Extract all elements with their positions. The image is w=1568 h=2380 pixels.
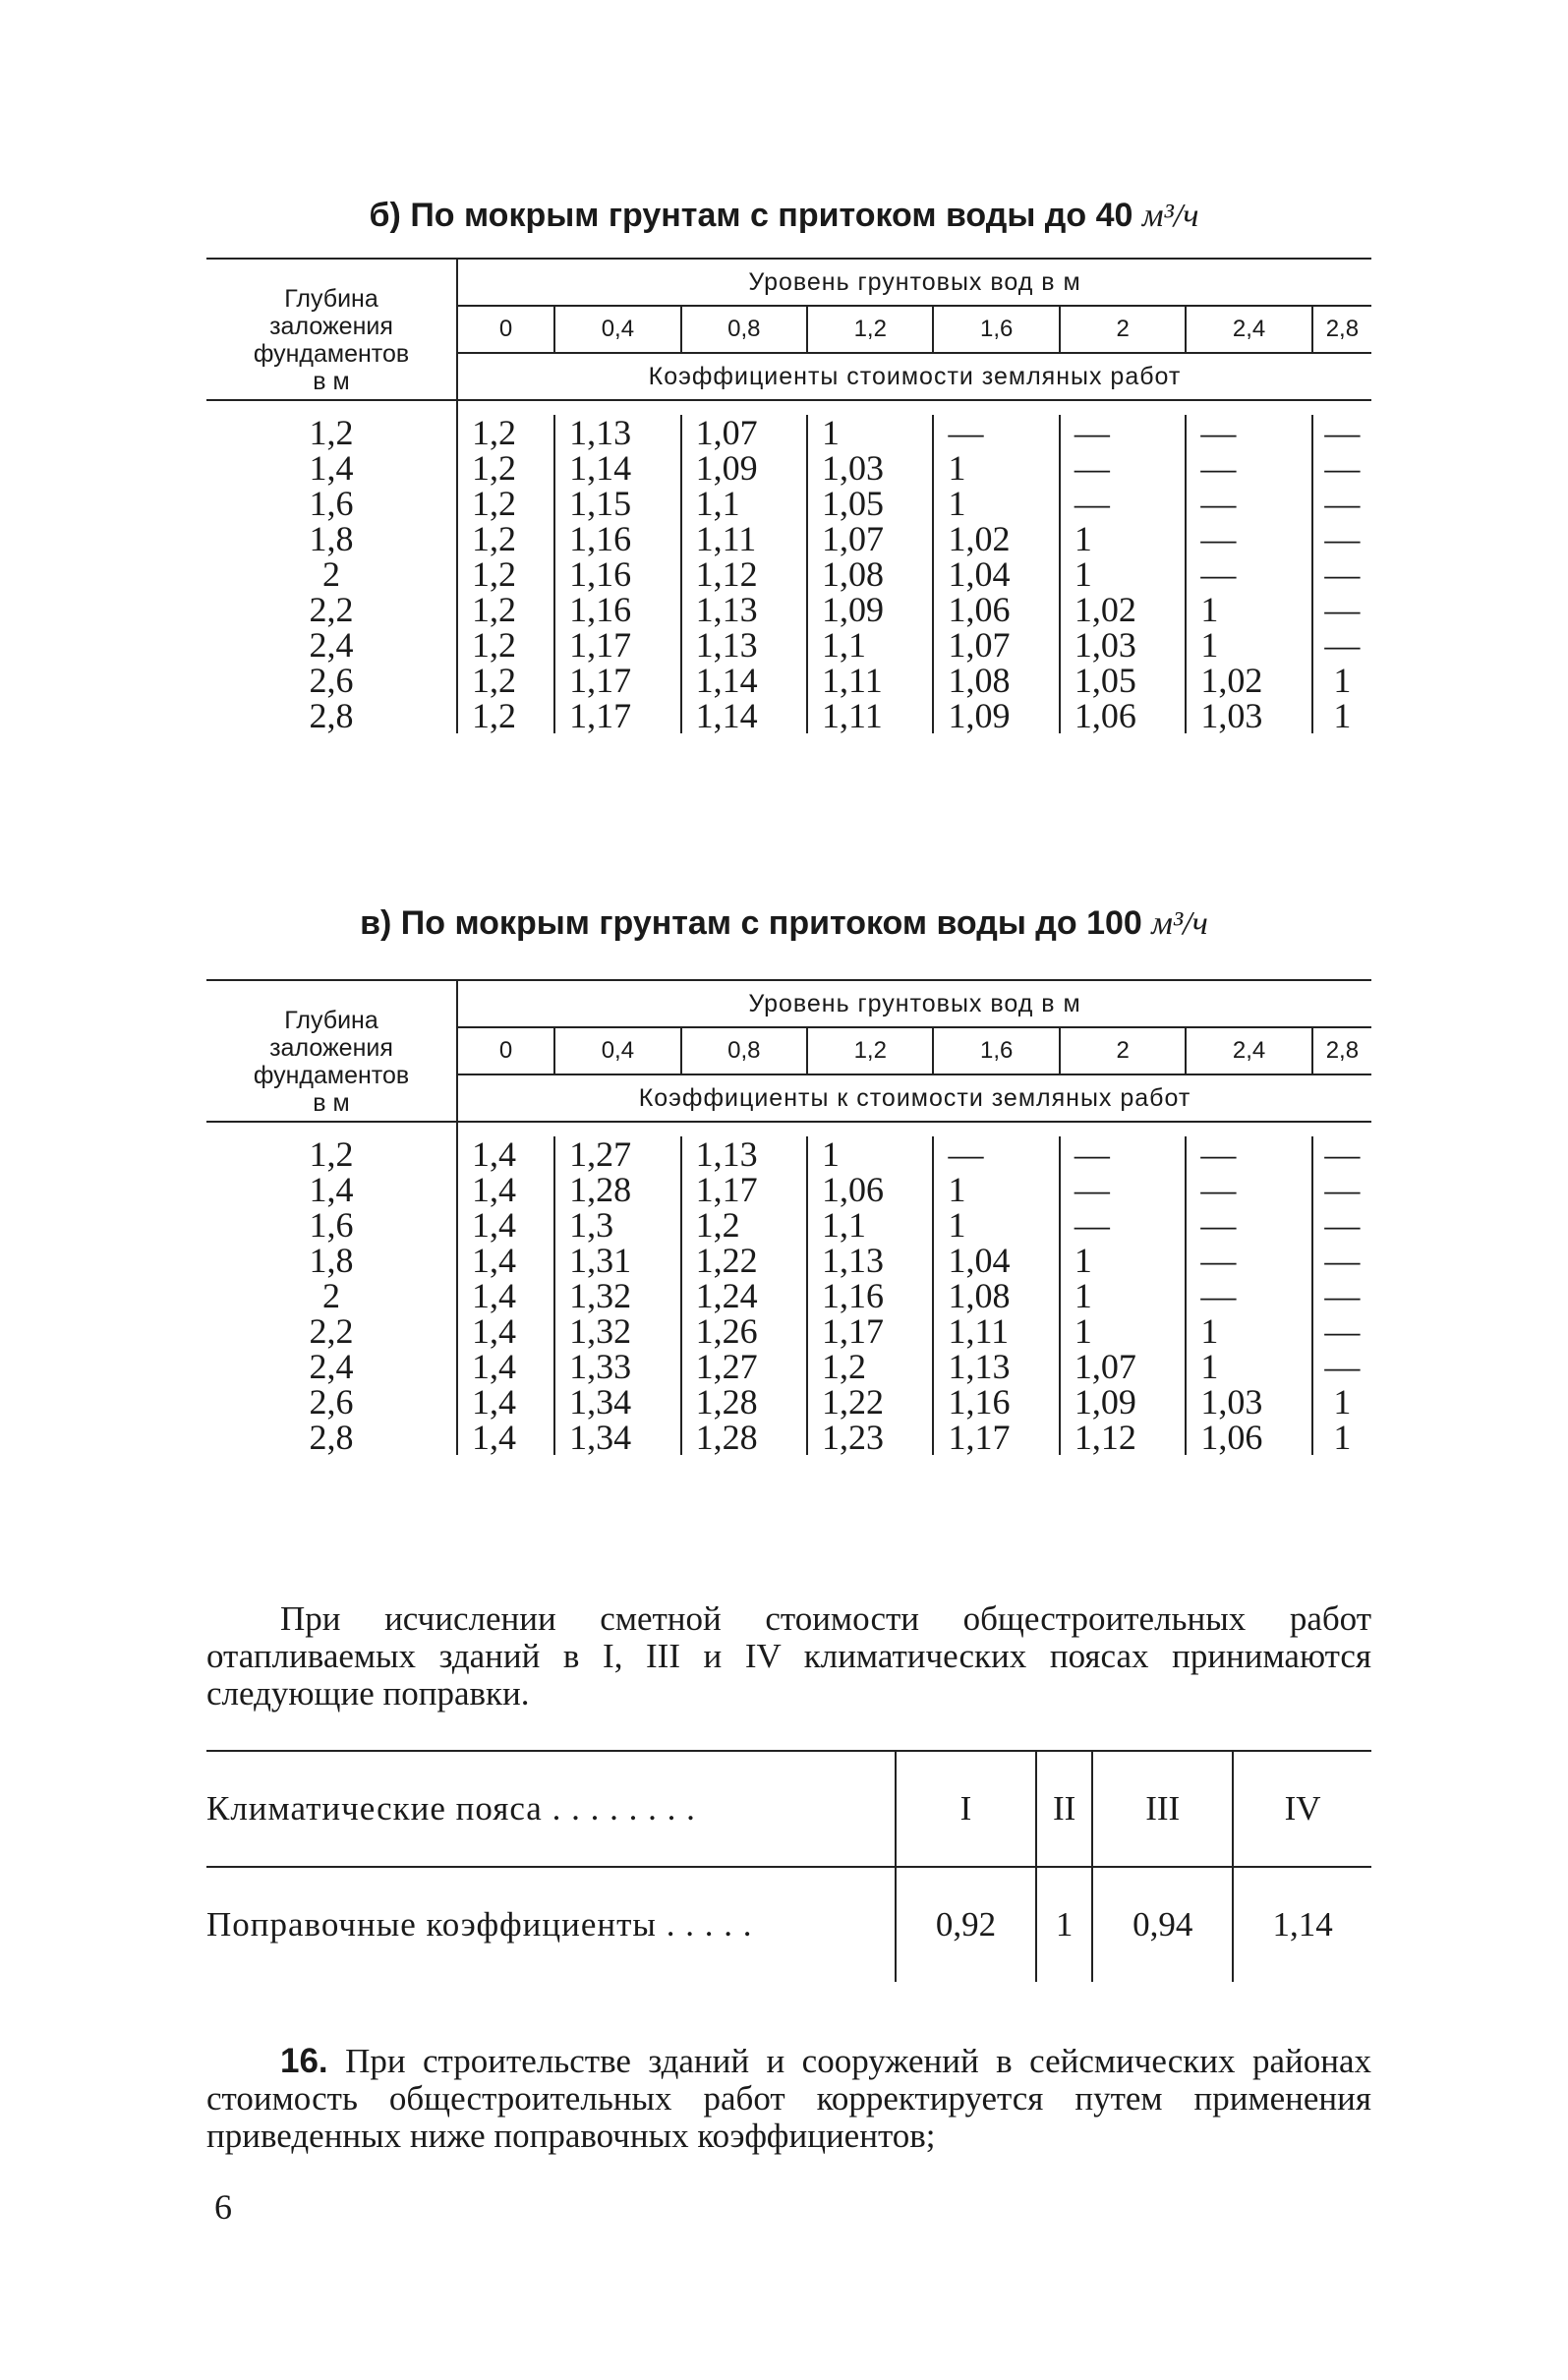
level-header: Уровень грунтовых вод в м bbox=[457, 980, 1371, 1027]
table-cell: 1,11 bbox=[822, 661, 883, 700]
table-cell: 1 bbox=[948, 1205, 966, 1245]
table-cell: 1,07 bbox=[695, 413, 758, 452]
table-cell: 1,6 bbox=[309, 484, 354, 523]
table-cell: — bbox=[1200, 1276, 1237, 1315]
section-v-table bbox=[206, 979, 1371, 1455]
table-cell: 1,14 bbox=[569, 448, 632, 488]
table-cell: — bbox=[1074, 413, 1110, 452]
table-cell: — bbox=[1324, 625, 1361, 665]
table-cell: — bbox=[1324, 1170, 1361, 1209]
table-cell: 1,32 bbox=[569, 1311, 632, 1351]
table-cell: 1,23 bbox=[822, 1418, 885, 1457]
table-cell: 1,13 bbox=[948, 1347, 1011, 1386]
coef-header: Коэффициенты к стоимости земляных работ bbox=[457, 1074, 1371, 1122]
level-cell: 1,2 bbox=[807, 1027, 933, 1074]
table-cell: 1,2 bbox=[472, 661, 516, 700]
table-cell: — bbox=[1324, 448, 1361, 488]
table-cell: 1,09 bbox=[1074, 1382, 1136, 1422]
table-cell: 1,17 bbox=[569, 696, 632, 735]
section-b-title-unit: м³/ч bbox=[1141, 198, 1199, 234]
table-cell: 1,03 bbox=[1200, 1382, 1263, 1422]
table-cell: 1,07 bbox=[948, 625, 1011, 665]
table-cell: 1,2 bbox=[472, 519, 516, 558]
value-column bbox=[457, 415, 554, 733]
table-cell: 1,13 bbox=[695, 625, 758, 665]
table-cell: 1,8 bbox=[309, 519, 354, 558]
section-v-data bbox=[206, 1136, 1371, 1455]
table-cell: 1,4 bbox=[472, 1170, 516, 1209]
table-cell: 1,4 bbox=[472, 1276, 516, 1315]
table-cell: 1,4 bbox=[472, 1241, 516, 1280]
level-cell: 2 bbox=[1060, 306, 1186, 353]
table-cell: 1,04 bbox=[948, 554, 1011, 594]
table-cell: 1,03 bbox=[1200, 696, 1263, 735]
table-cell: 1,02 bbox=[948, 519, 1011, 558]
coef-value: 0,92 bbox=[896, 1867, 1036, 1982]
value-column bbox=[681, 415, 807, 733]
table-cell: 1,11 bbox=[822, 696, 883, 735]
depth-header-line: заложения bbox=[269, 313, 393, 340]
table-cell: 1,2 bbox=[472, 696, 516, 735]
climate-belts-table bbox=[206, 1750, 1371, 1982]
depth-column bbox=[206, 1136, 457, 1455]
table-cell: 1 bbox=[1074, 554, 1092, 594]
depth-column bbox=[206, 415, 457, 733]
value-column bbox=[1060, 1136, 1186, 1455]
table-cell: 1,08 bbox=[948, 661, 1011, 700]
table-cell: 1,2 bbox=[472, 448, 516, 488]
table-cell: 1,13 bbox=[695, 590, 758, 629]
table-cell: 1,27 bbox=[695, 1347, 758, 1386]
section-b-title-text: б) По мокрым грунтам с притоком воды до 40 bbox=[369, 197, 1142, 234]
table-cell: 1,22 bbox=[822, 1382, 885, 1422]
table-cell: 1 bbox=[1333, 661, 1352, 700]
table-cell: 1 bbox=[948, 448, 966, 488]
value-column bbox=[554, 1136, 680, 1455]
level-cell: 0,8 bbox=[681, 306, 807, 353]
table-cell: 1,4 bbox=[472, 1347, 516, 1386]
coef-value: 1 bbox=[1036, 1867, 1092, 1982]
table-cell: 1 bbox=[1333, 696, 1352, 735]
table-cell: 2 bbox=[322, 554, 340, 594]
table-cell: — bbox=[1074, 484, 1110, 523]
table-cell: 1,13 bbox=[822, 1241, 885, 1280]
table-cell: — bbox=[1324, 1241, 1361, 1280]
table-cell: 1,2 bbox=[472, 484, 516, 523]
table-cell: 1 bbox=[1333, 1382, 1352, 1422]
level-cell: 1,6 bbox=[933, 306, 1059, 353]
depth-header-line: в м bbox=[313, 1089, 350, 1117]
value-column bbox=[933, 1136, 1059, 1455]
table-cell: 1,1 bbox=[822, 625, 867, 665]
table-cell: 1,28 bbox=[695, 1382, 758, 1422]
belt-value: II bbox=[1036, 1751, 1092, 1867]
table-cell: — bbox=[1324, 519, 1361, 558]
table-cell: 1 bbox=[1200, 1311, 1219, 1351]
table-cell: 1,09 bbox=[695, 448, 758, 488]
table-cell: — bbox=[1200, 519, 1237, 558]
table-cell: 2,2 bbox=[309, 590, 354, 629]
table-cell: — bbox=[948, 413, 984, 452]
table-cell: 1 bbox=[1074, 1241, 1092, 1280]
table-cell: 1,4 bbox=[309, 448, 354, 488]
section-v-title-unit: м³/ч bbox=[1151, 905, 1208, 942]
table-cell: 1,3 bbox=[569, 1205, 614, 1245]
table-cell: 1,22 bbox=[695, 1241, 758, 1280]
level-cell: 0 bbox=[457, 1027, 554, 1074]
value-column bbox=[807, 415, 933, 733]
table-cell: 1 bbox=[1200, 625, 1219, 665]
section-b-title bbox=[0, 197, 1568, 235]
table-cell: — bbox=[1200, 413, 1237, 452]
table-cell: — bbox=[1324, 1311, 1361, 1351]
value-column bbox=[807, 1136, 933, 1455]
table-cell: 1,1 bbox=[695, 484, 740, 523]
table-cell: 1,4 bbox=[472, 1418, 516, 1457]
table-cell: 1,17 bbox=[695, 1170, 758, 1209]
value-column bbox=[1060, 415, 1186, 733]
value-column bbox=[933, 415, 1059, 733]
table-cell: 1,06 bbox=[948, 590, 1011, 629]
paragraph-seismic-text: При строительстве зданий и сооружений в сейсмических районах стоимость общестроительных работ корректируется путем применения приведенных ниже поправочных коэффициентов; bbox=[206, 2042, 1371, 2155]
table-cell: 1,11 bbox=[948, 1311, 1010, 1351]
table-cell: — bbox=[1324, 1347, 1361, 1386]
depth-header-line: в м bbox=[313, 368, 350, 395]
table-cell: 1,09 bbox=[948, 696, 1011, 735]
table-cell: 1,16 bbox=[569, 590, 632, 629]
table-cell: 2 bbox=[322, 1276, 340, 1315]
table-cell: 1,33 bbox=[569, 1347, 632, 1386]
table-cell: 2,6 bbox=[309, 661, 354, 700]
depth-header-line: заложения bbox=[269, 1034, 393, 1062]
value-column bbox=[554, 415, 680, 733]
table-cell: 1 bbox=[948, 1170, 966, 1209]
table-cell: 1,2 bbox=[695, 1205, 740, 1245]
paragraph-number: 16. bbox=[280, 2042, 328, 2080]
level-cell: 2,8 bbox=[1312, 1027, 1371, 1074]
table-cell: — bbox=[1074, 1205, 1110, 1245]
table-cell: 1,12 bbox=[695, 554, 758, 594]
table-cell: 1,16 bbox=[569, 554, 632, 594]
coef-row-label: Поправочные коэффициенты . . . . . bbox=[206, 1905, 753, 1944]
table-cell: 1 bbox=[1074, 1311, 1092, 1351]
table-cell: — bbox=[1074, 1170, 1110, 1209]
value-column bbox=[1186, 415, 1311, 733]
table-cell: 1 bbox=[1074, 519, 1092, 558]
level-cell: 2,8 bbox=[1312, 306, 1371, 353]
table-cell: 1,16 bbox=[569, 519, 632, 558]
table-cell: 1,09 bbox=[822, 590, 885, 629]
table-cell: 1,34 bbox=[569, 1382, 632, 1422]
table-cell: 1,07 bbox=[1074, 1347, 1136, 1386]
table-cell: 1,8 bbox=[309, 1241, 354, 1280]
table-cell: 1,34 bbox=[569, 1418, 632, 1457]
table-cell: 1,2 bbox=[309, 413, 354, 452]
table-cell: 1 bbox=[822, 413, 841, 452]
table-cell: 1,02 bbox=[1200, 661, 1263, 700]
table-cell: 1 bbox=[948, 484, 966, 523]
depth-header bbox=[206, 980, 457, 1122]
table-cell: 1,14 bbox=[695, 696, 758, 735]
table-cell: 1,15 bbox=[569, 484, 632, 523]
table-cell: — bbox=[1074, 1134, 1110, 1174]
table-cell: 1,02 bbox=[1074, 590, 1136, 629]
table-cell: 1,07 bbox=[822, 519, 885, 558]
table-cell: — bbox=[1324, 1205, 1361, 1245]
table-cell: — bbox=[1324, 590, 1361, 629]
value-column bbox=[681, 1136, 807, 1455]
table-cell: 1 bbox=[1074, 1276, 1092, 1315]
table-cell: 2,4 bbox=[309, 1347, 354, 1386]
table-cell: 1,27 bbox=[569, 1134, 632, 1174]
level-cell: 2,4 bbox=[1186, 306, 1311, 353]
table-cell: 1,2 bbox=[822, 1347, 867, 1386]
table-cell: 2,8 bbox=[309, 696, 354, 735]
table-cell: — bbox=[1324, 484, 1361, 523]
value-column bbox=[1312, 415, 1371, 733]
table-cell: 1,05 bbox=[1074, 661, 1136, 700]
value-column bbox=[1312, 1136, 1371, 1455]
table-cell: 1,17 bbox=[569, 661, 632, 700]
table-cell: 1,12 bbox=[1074, 1418, 1136, 1457]
table-cell: — bbox=[1200, 448, 1237, 488]
table-cell: 1 bbox=[1333, 1418, 1352, 1457]
level-cell: 1,2 bbox=[807, 306, 933, 353]
table-cell: — bbox=[1200, 554, 1237, 594]
depth-header bbox=[206, 259, 457, 400]
table-cell: 1,03 bbox=[822, 448, 885, 488]
table-cell: 1,05 bbox=[822, 484, 885, 523]
belt-value: IV bbox=[1233, 1751, 1371, 1867]
coef-header: Коэффициенты стоимости земляных работ bbox=[457, 353, 1371, 400]
table-cell: — bbox=[1200, 1241, 1237, 1280]
table-cell: 1,4 bbox=[472, 1134, 516, 1174]
table-cell: 1,16 bbox=[948, 1382, 1011, 1422]
level-header: Уровень грунтовых вод в м bbox=[457, 259, 1371, 306]
paragraph-seismic bbox=[206, 2043, 1371, 2155]
table-cell: 1,4 bbox=[472, 1311, 516, 1351]
page-number: 6 bbox=[214, 2187, 232, 2227]
section-b-data bbox=[206, 415, 1371, 733]
table-cell: 1,17 bbox=[948, 1418, 1011, 1457]
table-cell: 1,03 bbox=[1074, 625, 1136, 665]
table-cell: 1,04 bbox=[948, 1241, 1011, 1280]
table-cell: — bbox=[1074, 448, 1110, 488]
table-cell: 1 bbox=[1200, 590, 1219, 629]
level-cell: 0 bbox=[457, 306, 554, 353]
section-v-title bbox=[0, 904, 1568, 943]
belt-value: III bbox=[1092, 1751, 1233, 1867]
table-cell: 1,26 bbox=[695, 1311, 758, 1351]
table-cell: 1,13 bbox=[569, 413, 632, 452]
table-cell: — bbox=[1200, 1170, 1237, 1209]
table-cell: 1,24 bbox=[695, 1276, 758, 1315]
level-cell: 0,8 bbox=[681, 1027, 807, 1074]
table-cell: 1 bbox=[1200, 1347, 1219, 1386]
belts-row-label: Климатические пояса . . . . . . . . bbox=[206, 1751, 896, 1867]
table-cell: 1,6 bbox=[309, 1205, 354, 1245]
coef-value: 0,94 bbox=[1092, 1867, 1233, 1982]
table-cell: — bbox=[1324, 413, 1361, 452]
table-cell: 1,4 bbox=[472, 1382, 516, 1422]
belt-value: I bbox=[896, 1751, 1036, 1867]
table-cell: 1,28 bbox=[569, 1170, 632, 1209]
table-cell: 1 bbox=[822, 1134, 841, 1174]
table-cell: — bbox=[1324, 1276, 1361, 1315]
table-cell: 1,2 bbox=[309, 1134, 354, 1174]
table-cell: 1,1 bbox=[822, 1205, 867, 1245]
level-cell: 1,6 bbox=[933, 1027, 1059, 1074]
coef-value: 1,14 bbox=[1233, 1867, 1371, 1982]
table-cell: 2,4 bbox=[309, 625, 354, 665]
value-column bbox=[1186, 1136, 1311, 1455]
depth-header-line: Глубина bbox=[284, 285, 378, 313]
table-cell: 1,32 bbox=[569, 1276, 632, 1315]
section-b-table bbox=[206, 258, 1371, 733]
table-cell: 2,2 bbox=[309, 1311, 354, 1351]
level-cell: 2 bbox=[1060, 1027, 1186, 1074]
table-cell: 1,11 bbox=[695, 519, 757, 558]
table-cell: 1,16 bbox=[822, 1276, 885, 1315]
section-v-title-text: в) По мокрым грунтам с притоком воды до 100 bbox=[360, 904, 1152, 942]
table-cell: 1,2 bbox=[472, 413, 516, 452]
table-cell: 1,08 bbox=[822, 554, 885, 594]
table-cell: 2,8 bbox=[309, 1418, 354, 1457]
table-cell: 1,13 bbox=[695, 1134, 758, 1174]
depth-header-line: фундаментов bbox=[253, 1062, 410, 1089]
table-cell: 2,6 bbox=[309, 1382, 354, 1422]
table-cell: 1,06 bbox=[822, 1170, 885, 1209]
table-cell: 1,14 bbox=[695, 661, 758, 700]
table-cell: — bbox=[1200, 1205, 1237, 1245]
table-cell: — bbox=[1324, 1134, 1361, 1174]
table-cell: 1,2 bbox=[472, 554, 516, 594]
table-cell: 1,31 bbox=[569, 1241, 632, 1280]
table-cell: — bbox=[1200, 484, 1237, 523]
depth-header-line: Глубина bbox=[284, 1007, 378, 1034]
table-cell: 1,17 bbox=[569, 625, 632, 665]
table-cell: 1,2 bbox=[472, 625, 516, 665]
level-cell: 2,4 bbox=[1186, 1027, 1311, 1074]
table-cell: 1,2 bbox=[472, 590, 516, 629]
table-cell: — bbox=[1200, 1134, 1237, 1174]
table-cell: 1,28 bbox=[695, 1418, 758, 1457]
level-cell: 0,4 bbox=[554, 1027, 680, 1074]
table-cell: 1,4 bbox=[472, 1205, 516, 1245]
table-cell: — bbox=[948, 1134, 984, 1174]
value-column bbox=[457, 1136, 554, 1455]
table-cell: 1,4 bbox=[309, 1170, 354, 1209]
depth-header-line: фундаментов bbox=[253, 340, 410, 368]
paragraph-climate: При исчислении сметной стоимости общестроительных работ отапливаемых зданий в I, III и IV климатических поясах принимаются следующие поправки. bbox=[206, 1599, 1371, 1712]
table-cell: 1,06 bbox=[1200, 1418, 1263, 1457]
table-cell: — bbox=[1324, 554, 1361, 594]
table-cell: 1,08 bbox=[948, 1276, 1011, 1315]
table-cell: 1,06 bbox=[1074, 696, 1136, 735]
level-cell: 0,4 bbox=[554, 306, 680, 353]
table-cell: 1,17 bbox=[822, 1311, 885, 1351]
